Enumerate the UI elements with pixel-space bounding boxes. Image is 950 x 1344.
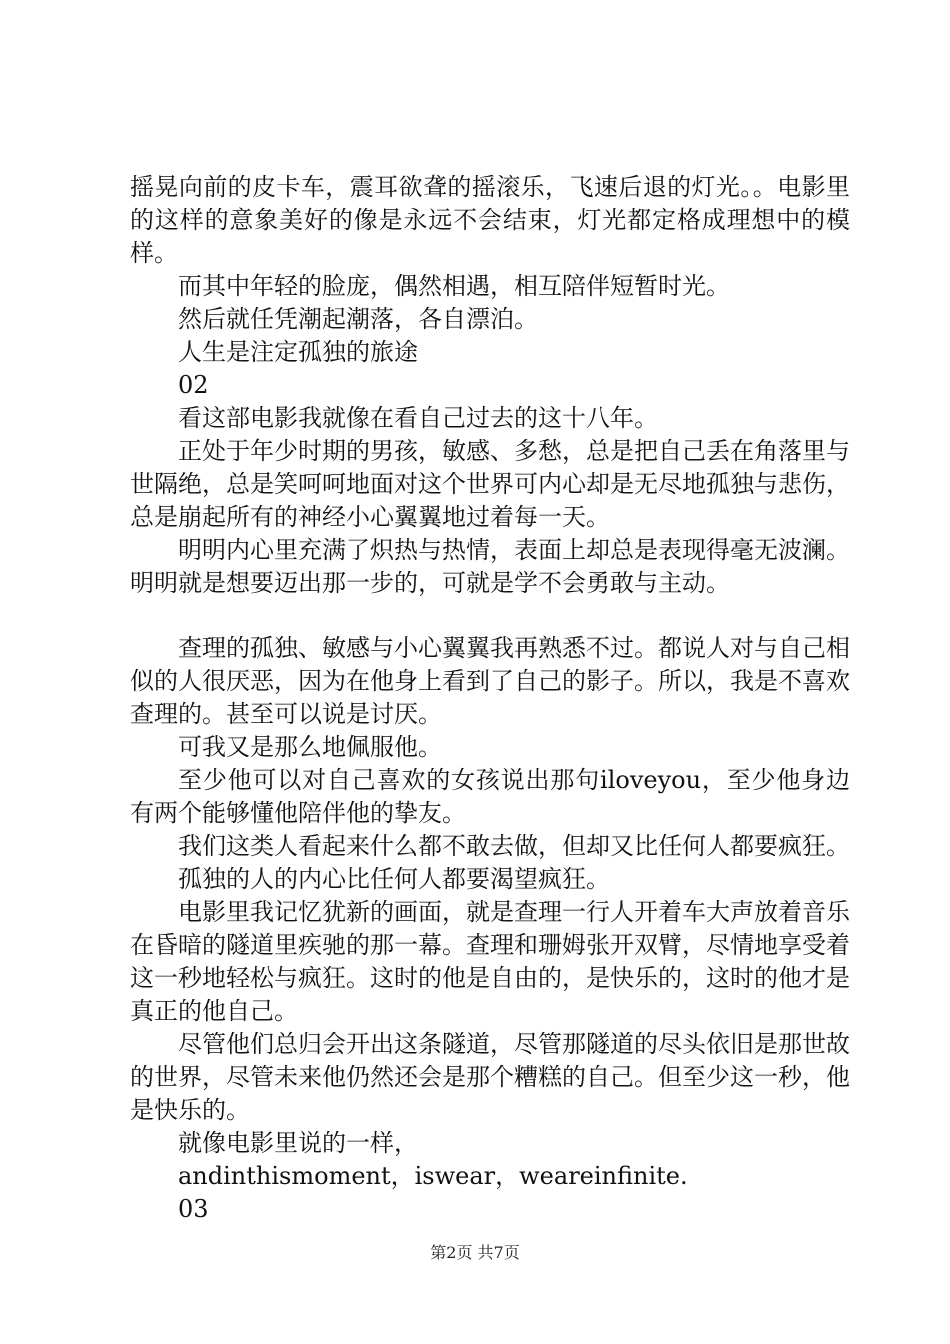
paragraph: 就像电影里说的一样， [178, 1129, 418, 1157]
section-number: 02 [178, 371, 209, 399]
paragraph: 人生是注定孤独的旅途 [178, 338, 418, 366]
paragraph: 而其中年轻的脸庞，偶然相遇，相互陪伴短暂时光。 [178, 272, 730, 300]
section-number: 03 [178, 1195, 209, 1223]
paragraph: 看这部电影我就像在看自己过去的这十八年。 [178, 404, 658, 432]
paragraph: 然后就任凭潮起潮落，各自漂泊。 [178, 305, 538, 333]
paragraph: 可我又是那么地佩服他。 [178, 733, 442, 761]
paragraph: 孤独的人的内心比任何人都要渴望疯狂。 [178, 865, 610, 893]
quote-line: andinthismoment，iswear，weareinfinite. [178, 1162, 688, 1190]
page-number-label: 第2页 共7页 [430, 1243, 520, 1262]
document-body [130, 171, 850, 1226]
paragraph: 正处于年少时期的男孩，敏感、多愁，总是把自己丢在角落里与世隔绝，总是笑呵呵地面对这个世界可内心却是无尽地孤独与悲伤，总是崩起所有的神经小心翼翼地过着每一天。 [130, 437, 850, 531]
paragraph: 查理的孤独、敏感与小心翼翼我再熟悉不过。都说人对与自己相似的人很厌恶，因为在他身上看到了自己的影子。所以，我是不喜欢查理的。甚至可以说是讨厌。 [130, 634, 850, 728]
paragraph: 电影里我记忆犹新的画面，就是查理一行人开着车大声放着音乐在昏暗的隧道里疾驰的那一幕。查理和珊姆张开双臂，尽情地享受着这一秒地轻松与疯狂。这时的他是自由的，是快乐的，这时的他才是真正的他自己。 [130, 898, 850, 1025]
page-footer [0, 1240, 950, 1263]
paragraph: 摇晃向前的皮卡车，震耳欲聋的摇滚乐，飞速后退的灯光。。电影里的这样的意象美好的像是永远不会结束，灯光都定格成理想中的模样。 [130, 173, 850, 267]
paragraph-gap [130, 600, 850, 632]
paragraph: 我们这类人看起来什么都不敢去做，但却又比任何人都要疯狂。 [178, 832, 850, 860]
paragraph: 至少他可以对自己喜欢的女孩说出那句iloveyou，至少他身边有两个能够懂他陪伴他的挚友。 [130, 766, 850, 827]
paragraph: 尽管他们总归会开出这条隧道，尽管那隧道的尽头依旧是那世故的世界，尽管未来他仍然还会是那个糟糕的自己。但至少这一秒，他是快乐的。 [130, 1030, 850, 1124]
paragraph: 明明内心里充满了炽热与热情，表面上却总是表现得毫无波澜。明明就是想要迈出那一步的，可就是学不会勇敢与主动。 [130, 536, 850, 597]
